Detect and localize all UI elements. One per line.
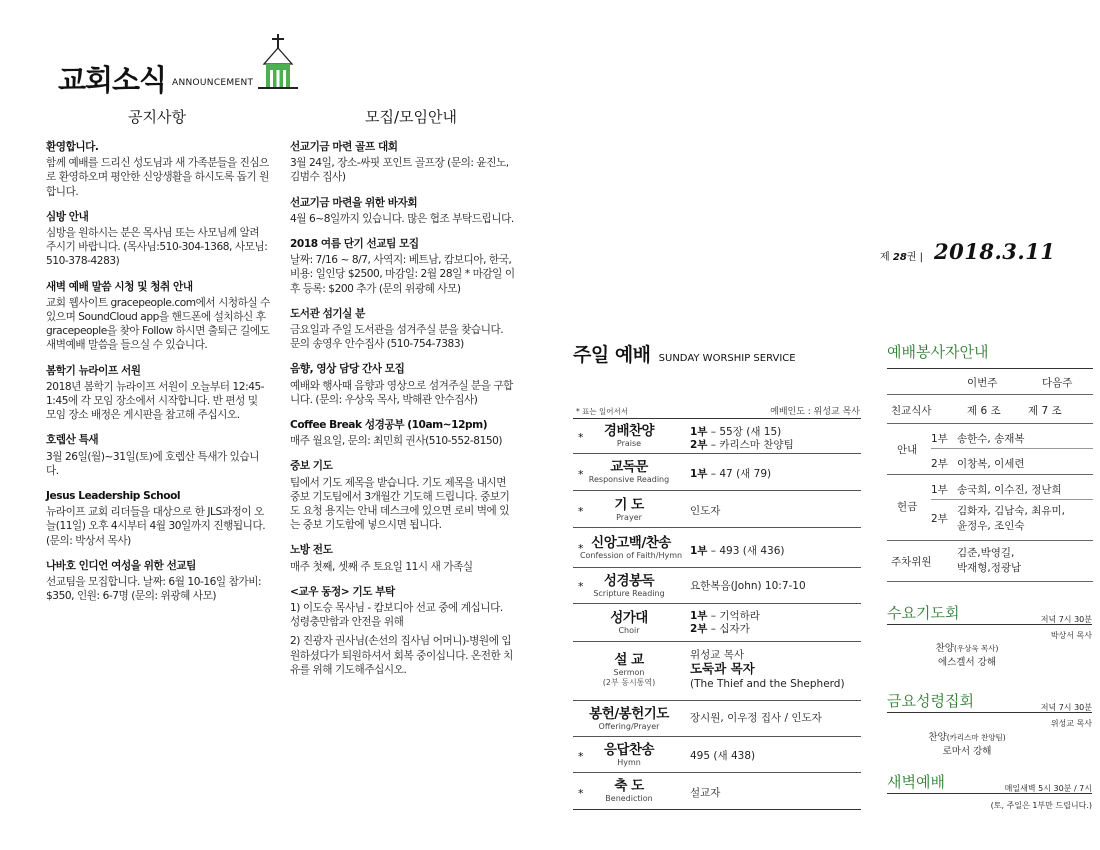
- worship-item: [573, 530, 861, 568]
- volume-divider: |: [919, 252, 924, 263]
- service-note: (토, 주일은 1부만 드립니다.): [990, 801, 1092, 810]
- worship-stand-note: * 표는 일어서서: [576, 407, 628, 416]
- recruit-text: 날짜: 7/16 ~ 8/7, 사역지: 베트남, 캄보디아, 한국, 비용: 일인당 $2500, 마감일: 2월 28일 * 마감일 이후 등록: $200 추가 (문의 위광혜 사모): [290, 254, 515, 295]
- recruit-title: 선교기금 마련 골프 대회: [290, 141, 398, 153]
- worship-item-en: Prayer: [616, 513, 642, 522]
- worship-item-name: 경배찬양: [603, 423, 655, 439]
- preacher: 위성교 목사: [690, 649, 745, 661]
- service-praise: 찬양: [928, 732, 947, 743]
- servants-row: [887, 541, 1093, 582]
- stand-mark: *: [578, 542, 584, 555]
- worship-item-value: – 493 (새 436): [707, 545, 785, 557]
- worship-item: [573, 739, 861, 773]
- worship-item-value: 495 (새 438): [690, 750, 756, 762]
- recruit-item: [290, 418, 515, 448]
- service-program: [887, 642, 1047, 670]
- worship-item-en: Offering/Prayer: [598, 722, 660, 731]
- notice-item: [46, 280, 270, 353]
- recruit-text: 금요일과 주일 도서관을 섬겨주실 분을 찾습니다. 문의 송영우 안수집사 (510-754-7383): [290, 324, 504, 351]
- worship-rule: [573, 418, 861, 419]
- part-label: 1부: [690, 610, 708, 622]
- page-title: 교회소식: [58, 63, 167, 97]
- notice-text: 선교팀을 모집합니다. 날짜: 6월 10-16일 참가비: $350, 인원: 6-7명 (문의: 위광혜 사모): [46, 576, 262, 603]
- recruit-title: 도서관 섬기실 분: [290, 307, 365, 320]
- part-label: 1부: [690, 468, 708, 480]
- recruit-title: 노방 전도: [290, 544, 333, 557]
- servants-role: 친교식사: [891, 405, 932, 417]
- worship-item-en: Sermon: [613, 668, 645, 677]
- issue-date: 2018.3.11: [934, 239, 1056, 264]
- worship-item-name: 성가대: [610, 610, 648, 626]
- recruit-text: 매주 월요일, 문의: 최민희 권사(510-552-8150): [290, 435, 503, 448]
- worship-item-value: – 카리스마 찬양팀: [707, 438, 794, 451]
- servants-role: 주차위원: [891, 556, 932, 568]
- worship-title: [573, 340, 796, 367]
- recruit-item: [290, 307, 515, 352]
- notice-title: Jesus Leadership School: [46, 490, 181, 503]
- volume-suffix: 권: [906, 252, 917, 263]
- service-time: 저녁 7시 30분: [1040, 703, 1092, 712]
- recruit-item: [290, 543, 515, 573]
- service-praise: 찬양: [935, 643, 954, 654]
- stand-mark: *: [578, 787, 584, 800]
- next-week-header: 다음주: [1042, 377, 1073, 389]
- church-icon: [258, 34, 298, 90]
- worship-item-en: Choir: [618, 626, 640, 635]
- volume-label: [880, 248, 923, 263]
- recruit-title: 선교기금 마련을 위한 바자회: [290, 196, 418, 209]
- servants-value: 제 7 조: [1028, 405, 1062, 417]
- worship-item-value: – 47 (새 79): [707, 468, 772, 480]
- worship-item: [573, 421, 861, 454]
- recruit-text: 매주 첫째, 셋째 주 토요일 11시 새 가족실: [290, 560, 473, 573]
- recruit-column: [290, 140, 515, 688]
- notice-text: 2018년 봄학기 뉴라이프 서원이 오늘부터 12:45-1:45에 각 모임 장소에서 시작합니다. 반 편성 및 모임 장소 배정은 게시판을 참고해 주십시오.: [46, 380, 265, 422]
- notice-title: 호렙산 특새: [46, 434, 99, 447]
- notice-item: [46, 364, 270, 423]
- part-label: 1부: [690, 545, 708, 557]
- worship-item-value: 설교자: [690, 787, 721, 799]
- notice-text: 교회 웹사이트 gracepeople.com에서 시청하실 수 있으며 SoundCloud app을 핸드폰에 설치하신 후 gracepeople을 찾아 Follow 하시면 출퇴근 길에도 새벽예배 말씀을 들으실 수 있습니다.: [46, 296, 270, 352]
- part-label: 2부: [690, 438, 708, 451]
- worship-item: [573, 493, 861, 528]
- servants-row: [887, 424, 1093, 475]
- notice-text: 심방을 원하시는 분은 목사님 또는 사모님께 알려 주시기 바랍니다. (목사님:510-304-1368, 사모님: 510-378-4283): [46, 227, 268, 268]
- notice-item: [46, 489, 270, 548]
- worship-item: [573, 703, 861, 737]
- recruit-item: [290, 196, 515, 226]
- worship-item-name: 신앙고백/찬송: [591, 535, 671, 551]
- notice-item: [46, 433, 270, 478]
- service-rule: [887, 712, 1092, 713]
- servants-value: 송국희, 이수진, 정난희: [957, 484, 1062, 496]
- servants-value: 이창복, 이세련: [957, 458, 1025, 470]
- servants-header-row: [887, 370, 1093, 395]
- worship-item-value: 장시원, 이우정 집사 / 인도자: [690, 712, 822, 724]
- recruit-title: 음향, 영상 담당 간사 모집: [290, 363, 405, 376]
- servants-value: 윤정우, 조인숙: [957, 520, 1025, 532]
- servants-value: 김화자, 김남숙, 최유미,: [957, 505, 1065, 517]
- servants-row: [887, 475, 1093, 541]
- worship-item-en: Responsive Reading: [588, 475, 670, 484]
- service-topic: 로마서 강해: [942, 746, 992, 757]
- servants-title: 예배봉사자안내: [887, 343, 989, 361]
- servants-value: 송한수, 송재복: [957, 433, 1025, 445]
- interpretation-note: (2부 동시통역): [602, 678, 656, 687]
- service-rule: [887, 793, 1092, 794]
- notice-text: 3월 26일(월)~31일(토)에 호렙산 특새가 있습니다.: [46, 450, 260, 477]
- notice-title: 새벽 예배 말씀 시청 및 청취 안내: [46, 280, 193, 293]
- recruit-text: 2) 진광자 권사님(손선의 집사님 어머니)-병원에 입원하셨다가 퇴원하셔서 회복 중이십니다. 온전한 치유를 위해 기도해주십시오.: [290, 635, 513, 676]
- worship-item-en: Scripture Reading: [593, 589, 665, 598]
- wednesday-service-title: 수요기도회: [887, 604, 960, 622]
- sermon-title: 도둑과 목자: [690, 661, 755, 676]
- worship-subtitle: SUNDAY WORSHIP SERVICE: [658, 353, 796, 364]
- worship-title-ko: 주일 예배: [573, 344, 651, 366]
- worship-item-name: 봉헌/봉헌기도: [589, 706, 669, 722]
- service-program: [887, 731, 1047, 759]
- worship-item-en: Confession of Faith/Hymn: [579, 551, 683, 560]
- recruit-text: 팀에서 기도 제목을 받습니다. 기도 제목을 내시면 중보 기도팀에서 3개월간 기도해 드립니다. 중보기도 요청 용지는 안내 데스크에 있으면 로비 벽에 있는 중보 기도함에 넣으시면 됩니다.: [290, 476, 510, 532]
- servants-part: 2부: [931, 458, 948, 470]
- stand-mark: *: [578, 431, 584, 444]
- servants-part: 2부: [931, 513, 948, 525]
- recruit-text: 3월 24일, 장소-싸핏 포인트 골프장 (문의: 윤진노, 김범수 집사): [290, 157, 509, 184]
- servants-part: 1부: [931, 433, 948, 445]
- service-praise-leader: (우상욱 목사): [953, 644, 999, 653]
- service-time: 매일새벽 5시 30분 / 7시: [1004, 784, 1092, 793]
- worship-item-name: 응답찬송: [603, 742, 655, 758]
- page-subtitle: ANNOUNCEMENT: [172, 78, 254, 88]
- service-praise-leader: (카리스마 찬양팀): [946, 733, 1006, 742]
- notice-item: [46, 140, 270, 199]
- stand-mark: *: [578, 505, 584, 518]
- service-topic: 에스겔서 강해: [937, 657, 997, 668]
- worship-item: [573, 456, 861, 491]
- worship-item: [573, 570, 861, 604]
- notice-title: 봄학기 뉴라이프 서원: [46, 364, 141, 377]
- notices-heading: 공지사항: [128, 108, 186, 126]
- volume-number: 28: [892, 252, 907, 263]
- servants-value: 박재형,정광남: [957, 562, 1022, 574]
- worship-item: [573, 775, 861, 810]
- worship-item-name: 기 도: [614, 497, 644, 513]
- volume-prefix: 제: [880, 252, 890, 263]
- notice-title: 환영합니다.: [46, 141, 99, 153]
- recruit-item: [290, 237, 515, 296]
- servants-row: [887, 395, 1093, 424]
- worship-item-value: – 십자가: [707, 622, 750, 635]
- servants-value: 제 6 조: [967, 405, 1001, 417]
- service-leader: 박상서 목사: [1050, 631, 1092, 640]
- worship-item-en: Hymn: [617, 758, 641, 767]
- servants-value: 김준,박영길,: [957, 547, 1015, 559]
- worship-item: [573, 644, 861, 701]
- recruit-title: <교우 동정> 기도 부탁: [290, 585, 395, 598]
- worship-item-value: – 55장 (새 15): [707, 426, 782, 438]
- worship-item-en: Benediction: [605, 794, 653, 803]
- recruit-item: [290, 459, 515, 532]
- worship-item-value: – 기억하라: [707, 610, 760, 622]
- recruit-item: [290, 585, 515, 677]
- notice-text: 함께 예배를 드리신 성도님과 새 가족분들을 진심으로 환영하오며 평안한 신앙생활을 하시도록 돕기 원합니다.: [46, 157, 269, 198]
- stand-mark: *: [578, 580, 584, 593]
- worship-item-value: 인도자: [690, 505, 721, 517]
- worship-leader: 예배인도 : 위성교 목사: [770, 407, 860, 417]
- friday-service-title: 금요성령집회: [887, 692, 974, 710]
- servants-subrow: [931, 424, 1093, 449]
- worship-item-value: 요한복음(John) 10:7-10: [690, 580, 806, 592]
- notice-title: 나바호 인디언 여성을 위한 선교팀: [46, 559, 196, 572]
- dawn-service-title: 새벽예배: [887, 773, 945, 791]
- notices-column: [46, 140, 270, 614]
- service-rule: [887, 624, 1092, 625]
- recruit-title: 중보 기도: [290, 460, 333, 473]
- recruit-item: [290, 362, 515, 407]
- this-week-header: 이번주: [967, 377, 998, 389]
- recruit-heading: 모집/모임안내: [365, 108, 457, 126]
- servants-part: 1부: [931, 484, 948, 496]
- part-label: 1부: [690, 426, 708, 438]
- worship-item-name: 성경봉독: [603, 573, 655, 589]
- recruit-text: 예배와 행사때 음향과 영상으로 섬겨주실 분을 구합니다. (문의: 우상욱 목사, 박해관 안수집사): [290, 379, 513, 406]
- worship-item-name: 설 교: [614, 652, 644, 668]
- service-leader: 위성교 목사: [1050, 719, 1092, 728]
- stand-mark: *: [578, 750, 584, 763]
- stand-mark: *: [578, 468, 584, 481]
- recruit-title: 2018 여름 단기 선교팀 모집: [290, 238, 419, 251]
- part-label: 2부: [690, 622, 708, 635]
- servants-role: 안내: [897, 444, 918, 456]
- notice-title: 심방 안내: [46, 210, 89, 223]
- recruit-title: Coffee Break 성경공부 (10am~12pm): [290, 419, 488, 432]
- worship-item: [573, 606, 861, 642]
- recruit-text: 1) 이도승 목사님 - 캄보디아 선교 중에 계십니다. 성령충만함과 안전을 위해: [290, 602, 503, 629]
- notice-item: [46, 210, 270, 269]
- sermon-title-en: (The Thief and the Shepherd): [690, 678, 845, 690]
- worship-item-name: 교독문: [610, 459, 648, 475]
- notice-item: [46, 559, 270, 604]
- notice-text: 뉴라이프 교회 리더들을 대상으로 한 JLS과정이 오늘(11일) 오후 4시부터 4월 30일까지 진행됩니다. (문의: 박상서 목사): [46, 506, 266, 547]
- worship-item-en: Praise: [616, 439, 642, 448]
- service-time: 저녁 7시 30분: [1040, 615, 1092, 624]
- recruit-item: [290, 140, 515, 185]
- recruit-text: 4월 6~8일까지 있습니다. 많은 협조 부탁드립니다.: [290, 212, 514, 225]
- servants-role: 헌금: [897, 501, 918, 513]
- worship-item-name: 축 도: [614, 778, 644, 794]
- servants-subrow: [931, 475, 1093, 500]
